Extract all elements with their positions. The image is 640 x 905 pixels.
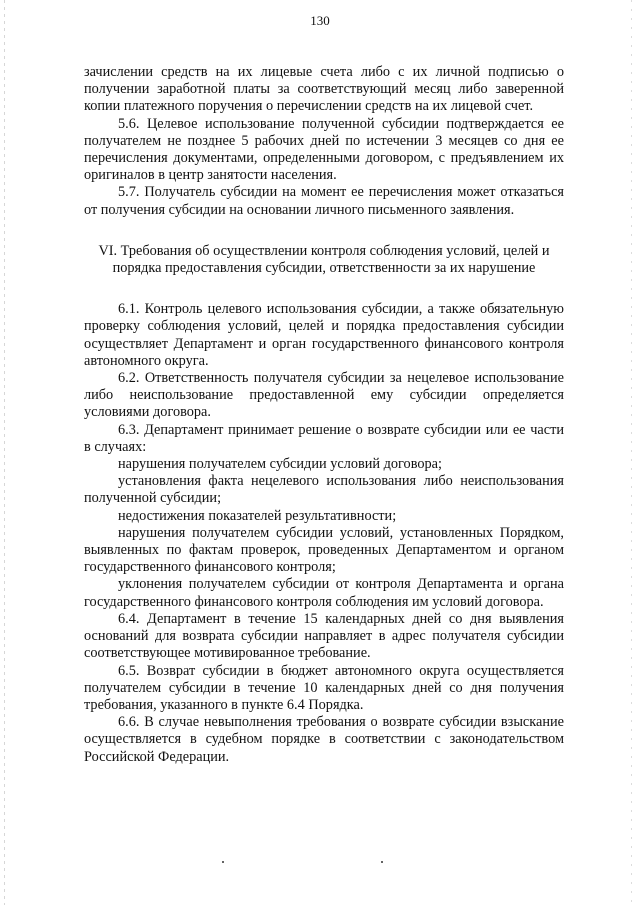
paragraph-6-5: 6.5. Возврат субсидии в бюджет автономного округа осуществляется получателем субсидии в течение 10 календарных дней со дня получения требования, указанного в пункте 6.4 Порядка.	[84, 662, 564, 713]
paragraph-5-6: 5.6. Целевое использование полученной субсидии подтверждается ее получателем не позднее 5 рабочих дней по истечении 3 месяцев со дня ее перечисления документами, определенными договором, с предъявлением их оригиналов в центр занятости населения.	[84, 115, 564, 184]
paragraph-6-4: 6.4. Департамент в течение 15 календарных дней со дня выявления оснований для возврата субсидии направляет в адрес получателя субсидии соответствующее мотивированное требование.	[84, 610, 564, 662]
paragraph-6-3: 6.3. Департамент принимает решение о возврате субсидии или ее части в случаях:	[84, 421, 564, 455]
document-body	[84, 64, 564, 766]
case-item: нарушения получателем субсидии условий, установленных Порядком, выявленных по фактам проверок, проведенных Департаментом и органом государственного финансового контроля;	[84, 524, 564, 576]
page-number: 130	[310, 13, 330, 28]
paragraph-6-6: 6.6. В случае невыполнения требования о возврате субсидии взыскание осуществляется в судебном порядке в соответствии с законодательством Российской Федерации.	[84, 714, 564, 765]
case-item: уклонения получателем субсидии от контроля Департамента и органа государственного финансового контроля соблюдения им условий договора.	[84, 576, 564, 610]
scan-speck	[381, 861, 383, 863]
scan-speck	[222, 861, 224, 863]
section-6-heading: VI. Требования об осуществлении контроля соблюдения условий, целей и порядка предоставления субсидии, ответственности за их нарушение	[98, 242, 550, 277]
scan-edge-right	[631, 0, 632, 905]
case-item: установления факта нецелевого использования либо неиспользования полученной субсидии;	[84, 473, 564, 507]
paragraph-6-2: 6.2. Ответственность получателя субсидии за нецелевое использование либо неиспользование предоставленной ему субсидии определяется условиями договора.	[84, 370, 564, 421]
paragraph-6-1: 6.1. Контроль целевого использования субсидии, а также обязательную проверку соблюдения условий, целей и порядка предоставления субсидии осуществляет Департамент и орган государственного финансового контроля автономного округа.	[84, 301, 564, 369]
paragraph-5-7: 5.7. Получатель субсидии на момент ее перечисления может отказаться от получения субсидии на основании личного письменного заявления.	[84, 184, 564, 218]
paragraph-5-5-tail: зачислении средств на их лицевые счета либо с их личной подписью о получении заработной платы за соответствующий месяц либо заверенной копии платежного поручения о перечислении средств на их лицевой счет.	[84, 64, 564, 115]
case-item: нарушения получателем субсидии условий договора;	[118, 456, 442, 473]
scan-edge-left	[4, 0, 5, 905]
case-item: недостижения показателей результативности;	[118, 507, 397, 524]
